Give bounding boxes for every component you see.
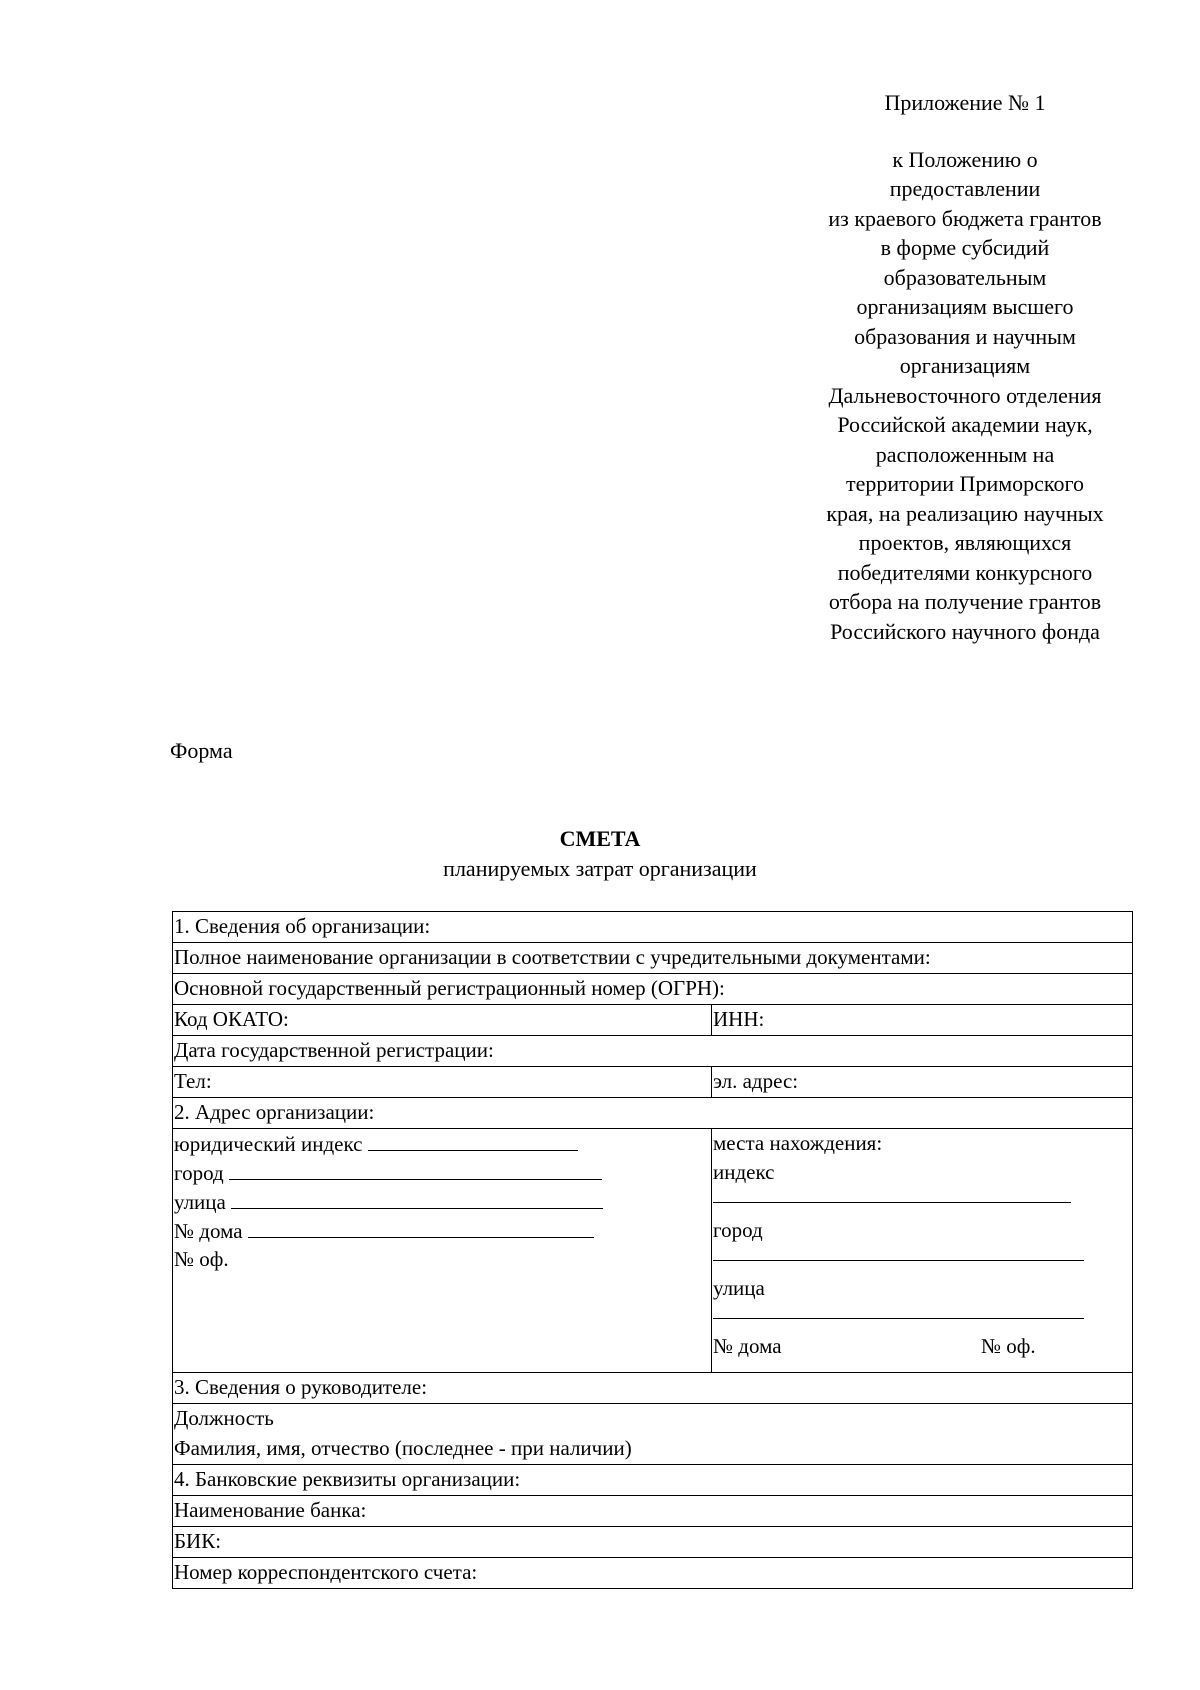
location-number-row bbox=[713, 1335, 1132, 1364]
legal-city-label: город bbox=[174, 1161, 224, 1185]
legal-address-cell bbox=[173, 1129, 712, 1373]
legal-house-field[interactable] bbox=[174, 1219, 711, 1248]
field-fio[interactable]: Фамилия, имя, отчество (последнее - при наличии) bbox=[173, 1434, 1133, 1465]
field-corr-account[interactable]: Номер корреспондентского счета: bbox=[173, 1558, 1133, 1589]
document-subtitle: планируемых затрат организации bbox=[443, 856, 757, 881]
field-full-name[interactable]: Полное наименование организации в соответствии с учредительными документами: bbox=[173, 943, 1133, 974]
location-address-cell bbox=[712, 1129, 1133, 1373]
table-row bbox=[173, 1404, 1133, 1435]
field-inn[interactable]: ИНН: bbox=[712, 1005, 1133, 1036]
appendix-line: Дальневосточного отделения bbox=[828, 382, 1102, 408]
section-bank: 4. Банковские реквизиты организации: bbox=[173, 1465, 1133, 1496]
legal-street-line[interactable] bbox=[231, 1190, 603, 1209]
appendix-line: предоставлении bbox=[889, 176, 1041, 201]
table-row bbox=[173, 1558, 1133, 1589]
field-okato[interactable]: Код ОКАТО: bbox=[173, 1005, 712, 1036]
legal-office-field[interactable] bbox=[174, 1248, 711, 1277]
appendix-line: из краевого бюджета грантов bbox=[828, 205, 1102, 231]
table-row bbox=[173, 1527, 1133, 1558]
table-row bbox=[173, 1496, 1133, 1527]
appendix-line: к Положению о bbox=[892, 146, 1038, 172]
location-city-label: город bbox=[713, 1218, 763, 1242]
legal-index-field[interactable] bbox=[174, 1132, 711, 1161]
field-phone[interactable]: Тел: bbox=[173, 1067, 712, 1098]
location-street-line[interactable] bbox=[713, 1306, 1132, 1335]
legal-office-label: № оф. bbox=[174, 1247, 229, 1271]
location-index-line[interactable] bbox=[713, 1190, 1132, 1219]
field-bank-name[interactable]: Наименование банка: bbox=[173, 1496, 1133, 1527]
field-ogrn[interactable]: Основной государственный регистрационный номер (ОГРН): bbox=[173, 974, 1133, 1005]
legal-index-line[interactable] bbox=[368, 1132, 578, 1151]
legal-street-label: улица bbox=[174, 1190, 226, 1214]
field-reg-date[interactable]: Дата государственной регистрации: bbox=[173, 1036, 1133, 1067]
appendix-line: проектов, являющихся bbox=[858, 530, 1072, 555]
appendix-line: организациям bbox=[899, 353, 1031, 378]
appendix-line: победителями конкурсного bbox=[837, 559, 1093, 585]
legal-house-line[interactable] bbox=[248, 1219, 594, 1238]
appendix-header: Приложение № 1 bbox=[884, 90, 1046, 115]
location-city-line[interactable] bbox=[713, 1248, 1132, 1277]
appendix-line: образовательным bbox=[883, 264, 1047, 290]
appendix-block bbox=[790, 88, 1140, 646]
legal-city-field[interactable] bbox=[174, 1161, 711, 1190]
appendix-line: Российского научного фонда bbox=[830, 618, 1100, 644]
legal-house-label: № дома bbox=[174, 1219, 243, 1243]
table-row bbox=[173, 1005, 1133, 1036]
table-row bbox=[173, 912, 1133, 943]
appendix-line: края, на реализацию научных bbox=[826, 500, 1104, 526]
location-house-label[interactable]: № дома bbox=[713, 1334, 782, 1358]
location-header: места нахождения: bbox=[713, 1131, 883, 1155]
table-row bbox=[173, 1373, 1133, 1404]
table-row bbox=[173, 1067, 1133, 1098]
table-row bbox=[173, 1434, 1133, 1465]
appendix-line: организациям высшего bbox=[856, 294, 1074, 319]
table-row bbox=[173, 974, 1133, 1005]
table-row bbox=[173, 1129, 1133, 1373]
budget-form-table bbox=[172, 911, 1133, 1589]
section-org-info: 1. Сведения об организации: bbox=[173, 912, 1133, 943]
section-director: 3. Сведения о руководителе: bbox=[173, 1373, 1133, 1404]
form-label: Форма bbox=[170, 738, 233, 763]
location-office-label[interactable]: № оф. bbox=[981, 1334, 1036, 1358]
document-title: СМЕТА bbox=[559, 826, 641, 851]
table-row bbox=[173, 1036, 1133, 1067]
appendix-line: в форме субсидий bbox=[880, 235, 1050, 260]
appendix-line: отбора на получение грантов bbox=[828, 589, 1102, 614]
field-position[interactable]: Должность bbox=[173, 1404, 1133, 1435]
location-index-label: индекс bbox=[713, 1160, 775, 1184]
appendix-line: Российской академии наук, bbox=[837, 412, 1093, 437]
appendix-line: территории Приморского bbox=[846, 471, 1084, 496]
table-row bbox=[173, 1098, 1133, 1129]
table-row bbox=[173, 943, 1133, 974]
legal-city-line[interactable] bbox=[229, 1161, 602, 1180]
section-address: 2. Адрес организации: bbox=[173, 1098, 1133, 1129]
table-row bbox=[173, 1465, 1133, 1496]
legal-street-field[interactable] bbox=[174, 1190, 711, 1219]
appendix-line: образования и научным bbox=[854, 323, 1076, 349]
field-email[interactable]: эл. адрес: bbox=[712, 1067, 1133, 1098]
legal-index-label: юридический индекс bbox=[174, 1132, 363, 1156]
field-bik[interactable]: БИК: bbox=[173, 1527, 1133, 1558]
appendix-line: расположенным на bbox=[875, 441, 1055, 467]
location-street-label: улица bbox=[713, 1276, 765, 1300]
